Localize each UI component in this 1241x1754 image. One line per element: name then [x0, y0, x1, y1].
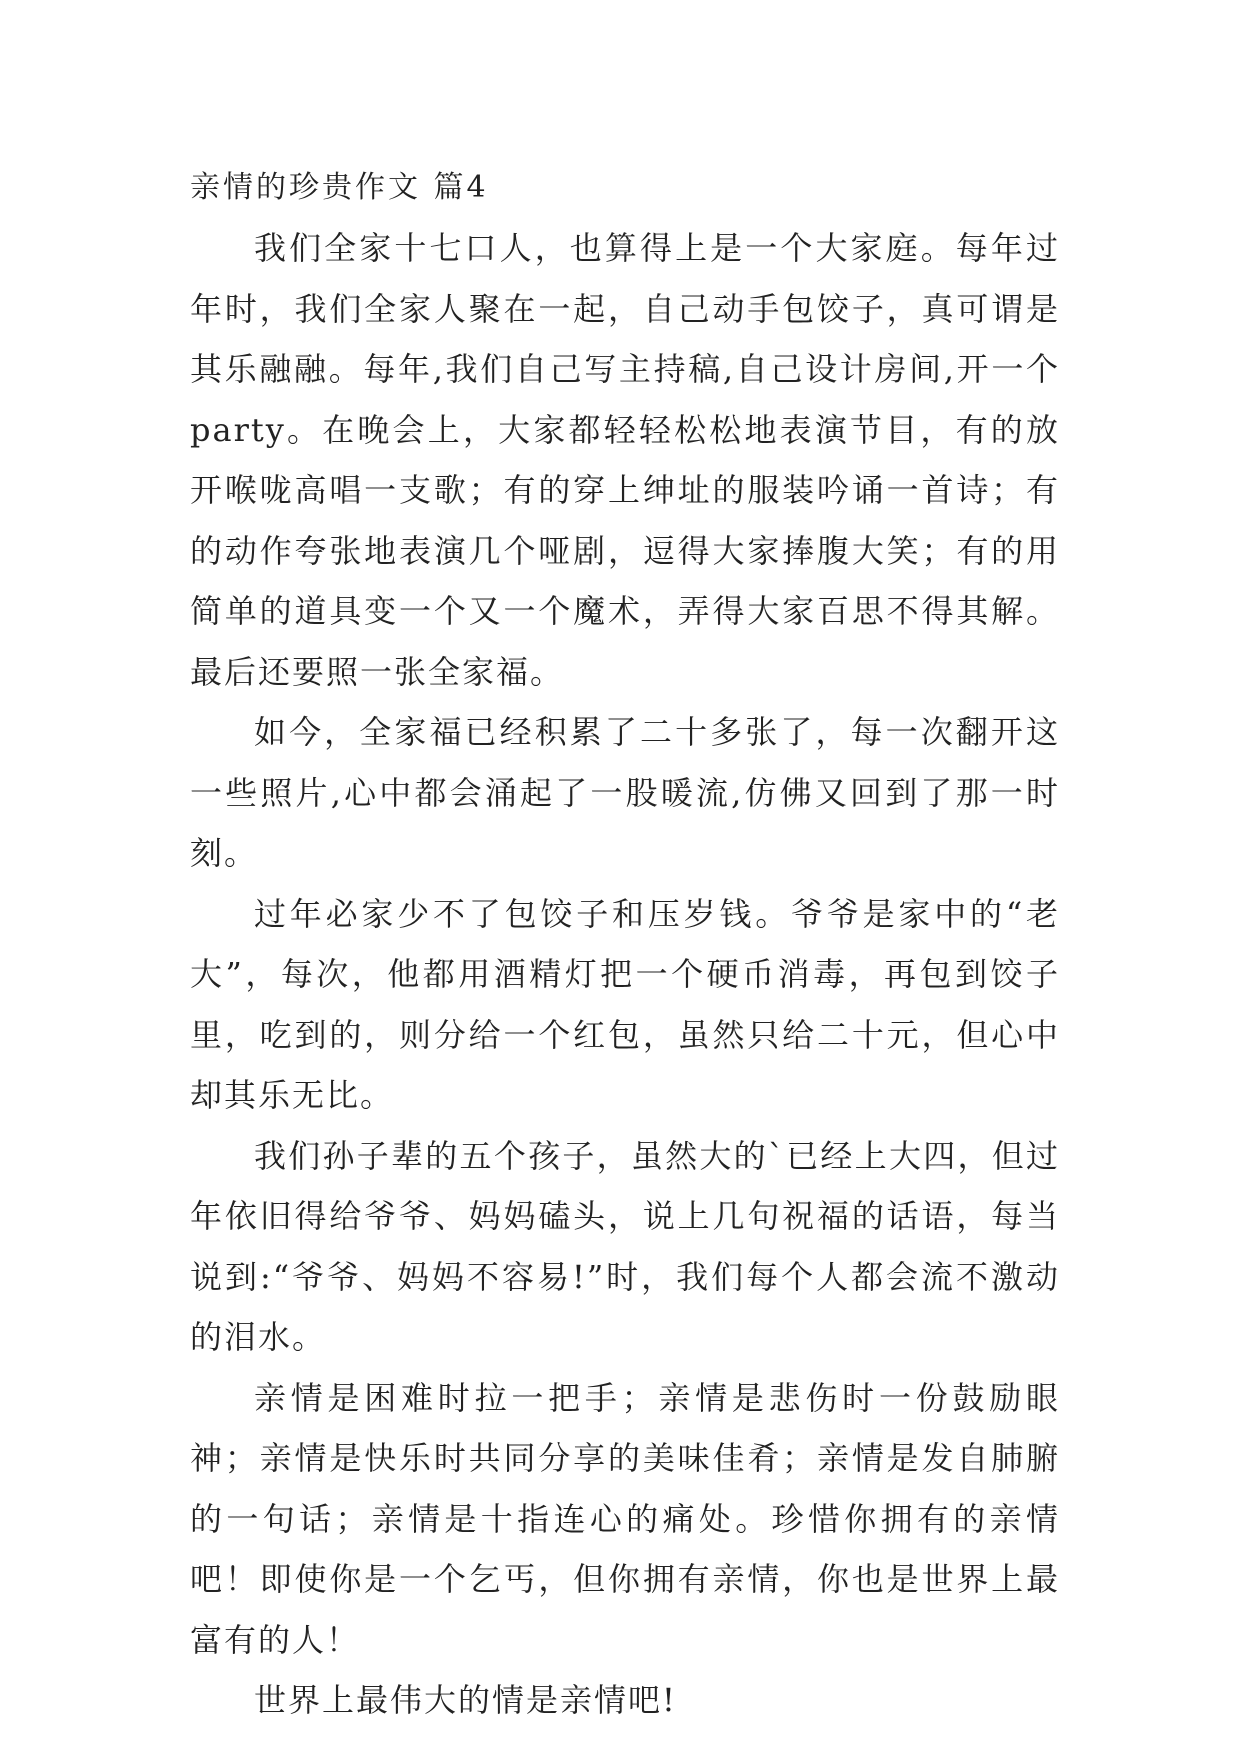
document-title: 亲情的珍贵作文 篇4	[190, 170, 489, 205]
paragraph-4: 我们孙子辈的五个孩子，虽然大的`已经上大四，但过年依旧得给爷爷、妈妈磕头，说上几句祝福的话语，每当说到:“爷爷、妈妈不容易!”时，我们每个人都会流不激动的泪水。	[190, 1136, 1060, 1356]
paragraph-3: 过年必家少不了包饺子和压岁钱。爷爷是家中的“老大”，每次，他都用酒精灯把一个硬币消毒，再包到饺子里，吃到的，则分给一个红包，虽然只给二十元，但心中却其乐无比。	[190, 894, 1060, 1114]
paragraph-5: 亲情是困难时拉一把手；亲情是悲伤时一份鼓励眼神；亲情是快乐时共同分享的美味佳肴；亲情是发自肺腑的一句话；亲情是十指连心的痛处。珍惜你拥有的亲情吧！即使你是一个乞丐，但你拥有亲情，你也是世界上最富有的人！	[190, 1378, 1060, 1659]
paragraph-2: 如今，全家福已经积累了二十多张了，每一次翻开这一些照片,心中都会涌起了一股暖流,仿佛又回到了那一时刻。	[190, 713, 1060, 872]
document-body	[190, 158, 1060, 1731]
paragraph-1: 我们全家十七口人，也算得上是一个大家庭。每年过年时，我们全家人聚在一起，自己动手包饺子，真可谓是其乐融融。每年,我们自己写主持稿,自己设计房间,开一个party。在晚会上，大家都轻轻松松地表演节目，有的放开喉咙高唱一支歌；有的穿上绅址的服装吟诵一首诗；有的动作夸张地表演几个哑剧，逗得大家捧腹大笑；有的用简单的道具变一个又一个魔术，弄得大家百思不得其解。最后还要照一张全家福。	[190, 229, 1060, 691]
paragraph-6: 世界上最伟大的情是亲情吧!	[254, 1681, 677, 1719]
